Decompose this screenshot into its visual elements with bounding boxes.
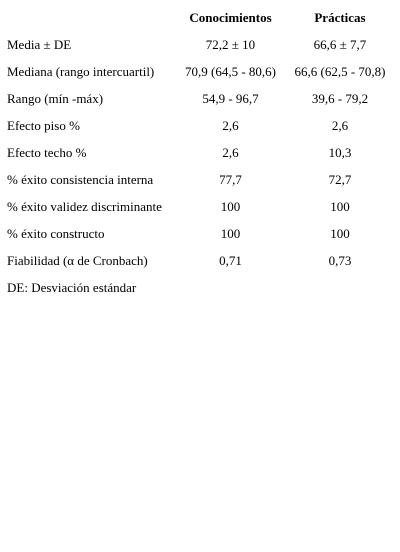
- row-label: Mediana (rango intercuartil): [7, 64, 155, 79]
- practicas-value: 72,7: [328, 172, 352, 187]
- practicas-value: 2,6: [331, 118, 349, 133]
- row-label: % éxito consistencia interna: [7, 172, 154, 187]
- header-practicas: Prácticas: [314, 10, 366, 25]
- table-row: [0, 224, 400, 244]
- practicas-value: 100: [330, 199, 350, 214]
- conocimientos-value: 0,71: [219, 253, 242, 268]
- row-label: Rango (mín -máx): [7, 91, 104, 106]
- conocimientos-value: 100: [220, 199, 241, 214]
- row-label: Fiabilidad (α de Cronbach): [7, 253, 148, 268]
- table-row: [0, 62, 400, 82]
- practicas-value: 100: [330, 226, 350, 241]
- table-row: [0, 197, 400, 217]
- conocimientos-value: 2,6: [222, 145, 239, 160]
- row-label: Efecto piso %: [7, 118, 80, 133]
- footnote: DE: Desviación estándar: [7, 280, 137, 295]
- header-conocimientos: Conocimientos: [189, 10, 272, 25]
- row-label: % éxito validez discriminante: [7, 199, 162, 214]
- practicas-value: 66,6 ± 7,7: [313, 37, 367, 52]
- table-header-row: [0, 8, 400, 28]
- table-row: [0, 35, 400, 55]
- practicas-value: 10,3: [328, 145, 352, 160]
- row-label: Media ± DE: [7, 37, 72, 52]
- row-label: Efecto techo %: [7, 145, 87, 160]
- practicas-value: 0,73: [328, 253, 352, 268]
- table-row: [0, 89, 400, 109]
- table-row: [0, 143, 400, 163]
- conocimientos-value: 100: [220, 226, 241, 241]
- practicas-value: 39,6 - 79,2: [311, 91, 369, 106]
- conocimientos-value: 70,9 (64,5 - 80,6): [185, 64, 276, 79]
- table-row: [0, 251, 400, 271]
- practicas-value: 66,6 (62,5 - 70,8): [294, 64, 386, 79]
- conocimientos-value: 54,9 - 96,7: [202, 91, 259, 106]
- conocimientos-value: 77,7: [219, 172, 242, 187]
- table-row: [0, 170, 400, 190]
- table-row: [0, 116, 400, 136]
- conocimientos-value: 2,6: [222, 118, 239, 133]
- row-label: % éxito constructo: [7, 226, 105, 241]
- conocimientos-value: 72,2 ± 10: [205, 37, 256, 52]
